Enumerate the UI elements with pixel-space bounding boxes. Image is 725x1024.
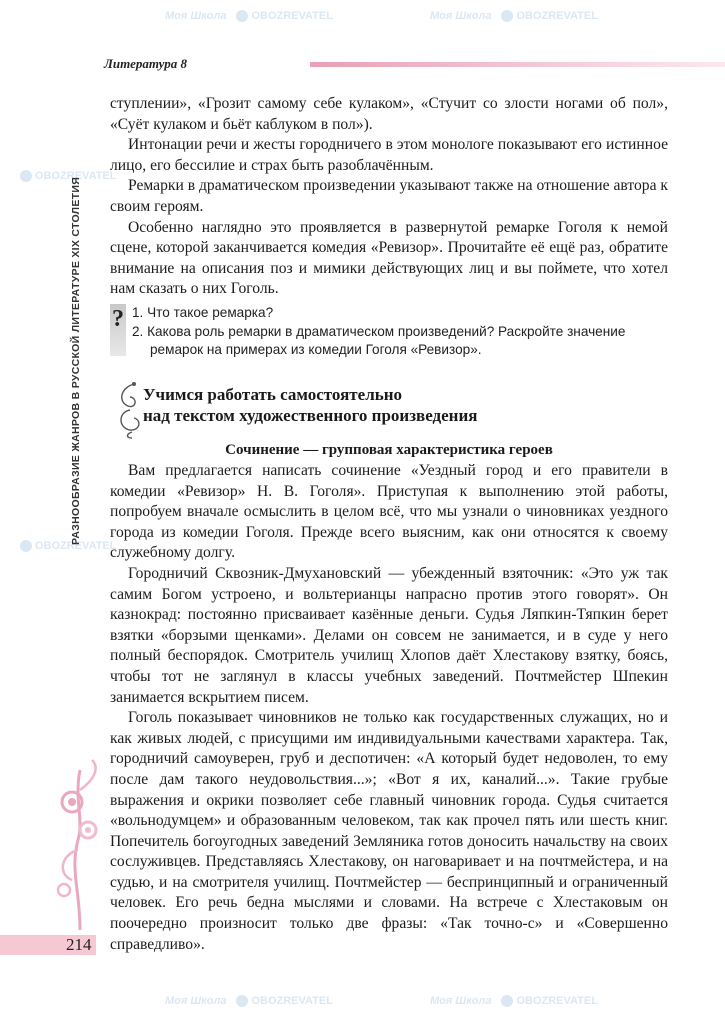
main-text [110, 94, 668, 300]
header-decorative-bar [310, 62, 725, 67]
paragraph: ступлении», «Грозит самому себе кулаком», «Стучит со злости ногами об пол», «Суёт кулаком и бьёт каблуком в пол»). [110, 95, 668, 133]
questions-list [132, 304, 625, 360]
section-title-line: над текстом художественного произведения [143, 406, 478, 425]
section-title-line: Учимся работать самостоятельно [143, 385, 403, 404]
paragraph: Интонации речи и жесты городничего в этом монологе показывают его истинное лицо, его бессилие и страх быть разоблачённым. [110, 136, 668, 174]
flower-ornament-icon [50, 730, 110, 930]
question-item-continued: ремарок на примерах из комедии Гоголя «Ревизор». [150, 342, 482, 357]
question-item: 2. Какова роль ремарки в драматическом произведений? Раскройте значение [132, 323, 626, 339]
questions-block [110, 304, 675, 356]
paragraph: Особенно наглядно это проявляется в развернутой ремарке Гоголя к немой сцене, которой заканчивается комедия «Ревизор». Прочитайте её ещё раз, обратите внимание на описания поз и мимики действующих лиц и вы поймете, что хотел нам сказать о них Гоголь. [110, 218, 668, 298]
question-item: 1. Что такое ремарка? [132, 305, 274, 320]
paragraph: Вам предлагается написать сочинение «Уездный город и его правители в комедии «Ревизор» Н. В. Гоголя». Приступая к выполнению этой работы, попробуем вначале осмыслить в целом всё, что мы узнали о чиновниках уездного города из комедии Гоголя. Прежде всего выясним, как они относятся к своему служебному долгу. [110, 462, 668, 562]
question-mark-icon: ? [110, 304, 126, 356]
watermark: OBOZREVATEL [20, 540, 116, 552]
page-header [100, 54, 725, 76]
page-number: 214 [66, 935, 92, 954]
subheading: Сочинение — групповая характеристика героев [225, 442, 553, 458]
paragraph: Ремарки в драматическом произведении указывают также на отношение автора к своим героям. [110, 177, 668, 215]
watermark: Моя Школа OBOZREVATEL [165, 995, 333, 1007]
header-title: Литература 8 [104, 56, 187, 71]
paragraph: Городничий Сквозник-Дмухановский — убежденный взяточник: «Это уж так самим Богом устроено, и вольтерианцы напрасно против этого говорят». Он казнокрад: постоянно присваивает казённые деньги. Судья Ляпкин-Тяпкин берет взятки «борзыми щенками». Делами он совсем не занимается, и в суде у него полный беспорядок. Смотритель училищ Хлопов даёт Хлестакову взятку, боясь, чтобы тот не заглянул в классы учебных заведений. Почтмейстер Шпекин занимается вскрытием писем. [110, 564, 668, 706]
side-chapter-title: РАЗНООБРАЗИЕ ЖАНРОВ В РУССКОЙ ЛИТЕРАТУРЕ XIX СТОЛЕТИЯ [70, 176, 82, 545]
watermark: Моя Школа OBOZREVATEL [430, 10, 598, 22]
section-title [143, 384, 477, 426]
watermark: Моя Школа OBOZREVATEL [165, 10, 333, 22]
body-text [110, 461, 668, 955]
watermark: Моя Школа OBOZREVATEL [430, 995, 598, 1007]
watermark: OBOZREVATEL [20, 170, 116, 182]
paragraph: Гоголь показывает чиновников не только как государственных служащих, но и как живых людей, с присущими им индивидуальными качествами характера. Так, городничий самоуверен, груб и деспотичен: «А который будет недоволен, то ему после дам такого неудовольствия...»; «Вот я их, каналий...». Такие грубые выражения и окрики позволяет себе главный чиновник города. Судья считается «вольнодумцем» и образованным человеком, так как прочел пять или шесть книг. Попечитель богоугодных заведений Земляника готов доносить начальству на своих сослуживцев. Представляясь Хлестакову, он наговаривает и на почтмейстера, и на судью, и на смотрителя училищ. Почтмейстер — беспринципный и ограниченный человек. Его речь бедна мыслями и словами. На встрече с Хлестаковым он поочередно произносит только две фразы: «Так точно-с» и «Совершенно справедливо». [110, 709, 668, 953]
